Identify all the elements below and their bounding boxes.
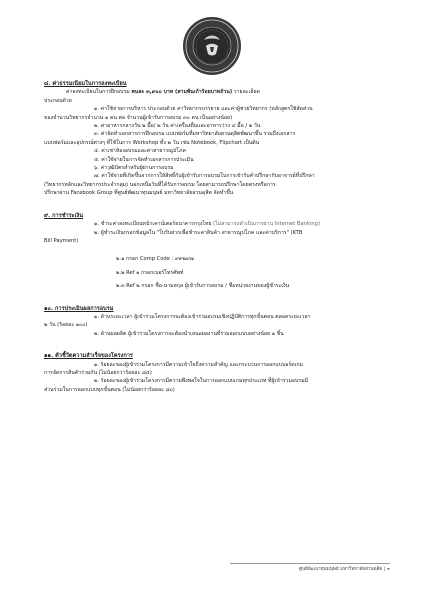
section-11-item-2: ๒. ร้อยละของผู้เข้าร่วมโครงการมีความพึงพอใจในการออกแบบเกมทุกประเภท ที่ผู้เข้าร่วมอบรมมี: [94, 378, 308, 385]
section-11-item-2-cont: ส่วนร่วมในการออกแบบทุกขั้นตอน (ไม่น้อยกว่าร้อยละ ๘๐): [44, 386, 175, 393]
section-8-item-4: ๔. ค่าเช่าห้องอบรมและค่าสาธารณูปโภค: [94, 148, 186, 155]
section-11-item-1-cont: การจัดการสินค้าร่วมกัน (ไม่น้อยกว่าร้อยละ ๘๕): [44, 369, 152, 376]
section-8-item-5: ๕. ค่าใช้จ่ายในการจัดทำเอกสารการประเมิน: [94, 156, 194, 163]
document-body: [44, 80, 384, 394]
section-9-sub-1: ๒.๑ กรอก Comp Code : ๙๙๒๙๗: [116, 256, 194, 263]
section-9-item-2-cont: Bill Payment): [44, 237, 79, 244]
section-8-item-7-cont-2: ปรึกษาผ่าน Facebook Group ที่ศูนย์พัฒนาทุนมนุษย์ มหาวิทยาลัยสวนดุสิต จัดทำขึ้น: [44, 190, 234, 197]
section-9-sub-3: ๒.๓ Ref ๒ กรอก ชื่อ-นามสกุล ผู้เข้ารับการอบรม / ชื่อหน่วยงานของผู้ชำระเงิน: [116, 283, 290, 290]
footer-divider: [230, 563, 390, 564]
section-8-item-7-cont-1: (วิทยากรหลักและวิทยากรประจำกลุ่ม) นอกเหนือวันที่ได้รับการอบรม โดยสามารถปรึกษาโดยตรงหรือการ: [44, 181, 276, 188]
section-8-intro-cont: ประกอบด้วย: [44, 97, 72, 104]
section-9-title: ๙. การชำระเงิน: [44, 212, 84, 219]
section-9-item-1: ๑. ชำระค่าลงทะเบียนหน้าเคาน์เตอร์ธนาคารกรุงไทย (ไม่สามารถดำเนินการผ่าน Internet Banking): [94, 221, 321, 228]
section-8-item-7: ๗. ค่าใช้จ่ายที่เกิดขึ้นจากการให้สิทธิ์กับผู้เข้ารับการอบรมในการเข้ารับคำปรึกษากับอาจารย์ที่ปรึกษา: [94, 173, 315, 180]
section-9-sub-2: ๒.๒ Ref ๑ กรอกเบอร์โทรศัพท์: [116, 269, 184, 276]
section-11-item-1: ๑. ร้อยละของผู้เข้าร่วมโครงการมีความเข้าใจถึงความสำคัญ และกระบวนการออกแบบอร์ดเกม: [94, 361, 303, 368]
page-footer: ศูนย์พัฒนาทุนมนุษย์ มหาวิทยาลัยสวนดุสิต | ๓: [298, 567, 390, 572]
section-9-item-2: ๒. ผู้ชำระเงินกรอกข้อมูลใน "ใบรับฝากเพื่อชำระค่าสินค้า สาธารณูปโภค และค่าบริการ" (KTB: [94, 229, 303, 236]
section-10-item-1: ๑. ด้านระยะเวลา ผู้เข้าร่วมโครงการจะต้องเข้าร่วมอบรมเชิงปฏิบัติการทุกขั้นตอน ตลอดระยะเวลา: [94, 313, 311, 320]
section-8-item-3-cont: แบบฟอร์มและอุปกรณ์ต่างๆ ที่ใช้ในการ Workshop ทั้ง ๒ วัน เช่น Notebook, Flipchart เป็นต้น: [44, 139, 260, 146]
section-8-item-3: ๓. ค่าจัดทำเอกสารการฝึกอบรม แบบฟอร์มที่มหาวิทยาลัยสวนดุสิตพัฒนาขึ้น รวมถึงเอกสาร: [94, 131, 296, 138]
section-10-item-1-cont: ๒ วัน (ร้อยละ ๑๐๐): [44, 322, 88, 329]
section-10-title: ๑๐. การประเมินผลการอบรม: [44, 305, 114, 312]
section-8-item-1: ๑. ค่าใช้จ่ายการบริหาร ประกอบด้วย ค่าวิทยากรบรรยาย และค่าผู้ช่วยวิทยากร (หลักสูตรใช้สัดส่วน: [94, 106, 313, 113]
section-8-intro: ค่าลงทะเบียนในการฝึกอบรม คนละ ๓,๙๐๐ บาท (สามพันเก้าร้อยบาทถ้วน) รายละเอียด: [66, 89, 260, 96]
section-10-item-2: ๒. ด้านผลผลิต ผู้เข้าร่วมโครงการจะต้องนำเสนอผลงานที่ร่วมออกแบบอย่างน้อย ๑ ชิ้น: [94, 330, 284, 337]
university-seal-icon: [182, 16, 242, 76]
section-8-item-2: ๒. ค่าอาหารกลางวัน ๒ มื้อ/ ๒ วัน ค่าเครื่องดื่มและอาหารว่าง ๔ มื้อ / ๒ วัน: [94, 123, 261, 130]
section-8-title: ๘. ค่าธรรมเนียมในการลงทะเบียน: [44, 81, 127, 87]
section-8-item-6: ๖. ค่าวุฒิบัตรสำหรับผู้ผ่านการอบรม: [94, 165, 174, 172]
section-8-item-1-cont: ของจำนวนวิทยากรจำนวน ๑ คน ต่อ จำนวนผู้เข้ารับการอบรม ๓๐ คน เป็นอย่างน้อย): [44, 114, 233, 121]
section-11-title: ๑๑. ตัวชี้วัดความสำเร็จของโครงการ: [44, 353, 133, 360]
